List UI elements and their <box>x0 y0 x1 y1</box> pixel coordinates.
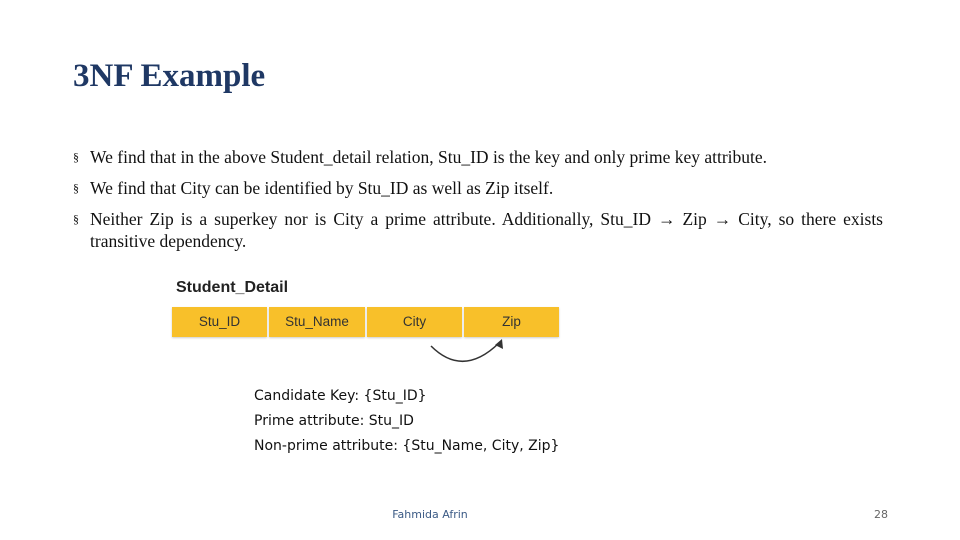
bullet-text: We find that City can be identified by Stu_ID as well as Zip itself. <box>90 178 554 198</box>
bullet-list <box>73 146 883 261</box>
keys-summary <box>254 384 559 459</box>
attribute-stu-name: Stu_Name <box>269 307 365 337</box>
bullet-marker-icon: § <box>73 150 79 164</box>
prime-attribute-text: Prime attribute: Stu_ID <box>254 413 414 429</box>
bullet-marker-icon: § <box>73 212 79 226</box>
relation-attributes <box>172 307 561 337</box>
footer-author: Fahmida Afrin <box>392 508 468 521</box>
attribute-zip: Zip <box>464 307 559 337</box>
bullet-item <box>73 177 883 199</box>
bullet-text: Neither Zip is a superkey nor is City a prime attribute. Additionally, Stu_ID → Zip → City, so there exists transitive dependency. <box>90 209 883 251</box>
bullet-item <box>73 208 883 252</box>
relation-title: Student_Detail <box>176 279 289 296</box>
non-prime-attribute-text: Non-prime attribute: {Stu_Name, City, Zip} <box>254 438 560 454</box>
bullet-item <box>73 146 883 168</box>
bullet-marker-icon: § <box>73 181 79 195</box>
attribute-city: City <box>367 307 462 337</box>
dependency-arrow-icon <box>425 338 511 368</box>
page-number: 28 <box>874 508 888 521</box>
bullet-text: We find that in the above Student_detail relation, Stu_ID is the key and only prime key attribute. <box>90 147 768 167</box>
slide-title: 3NF Example <box>73 58 266 94</box>
attribute-stu-id: Stu_ID <box>172 307 267 337</box>
candidate-key-text: Candidate Key: {Stu_ID} <box>254 388 427 404</box>
